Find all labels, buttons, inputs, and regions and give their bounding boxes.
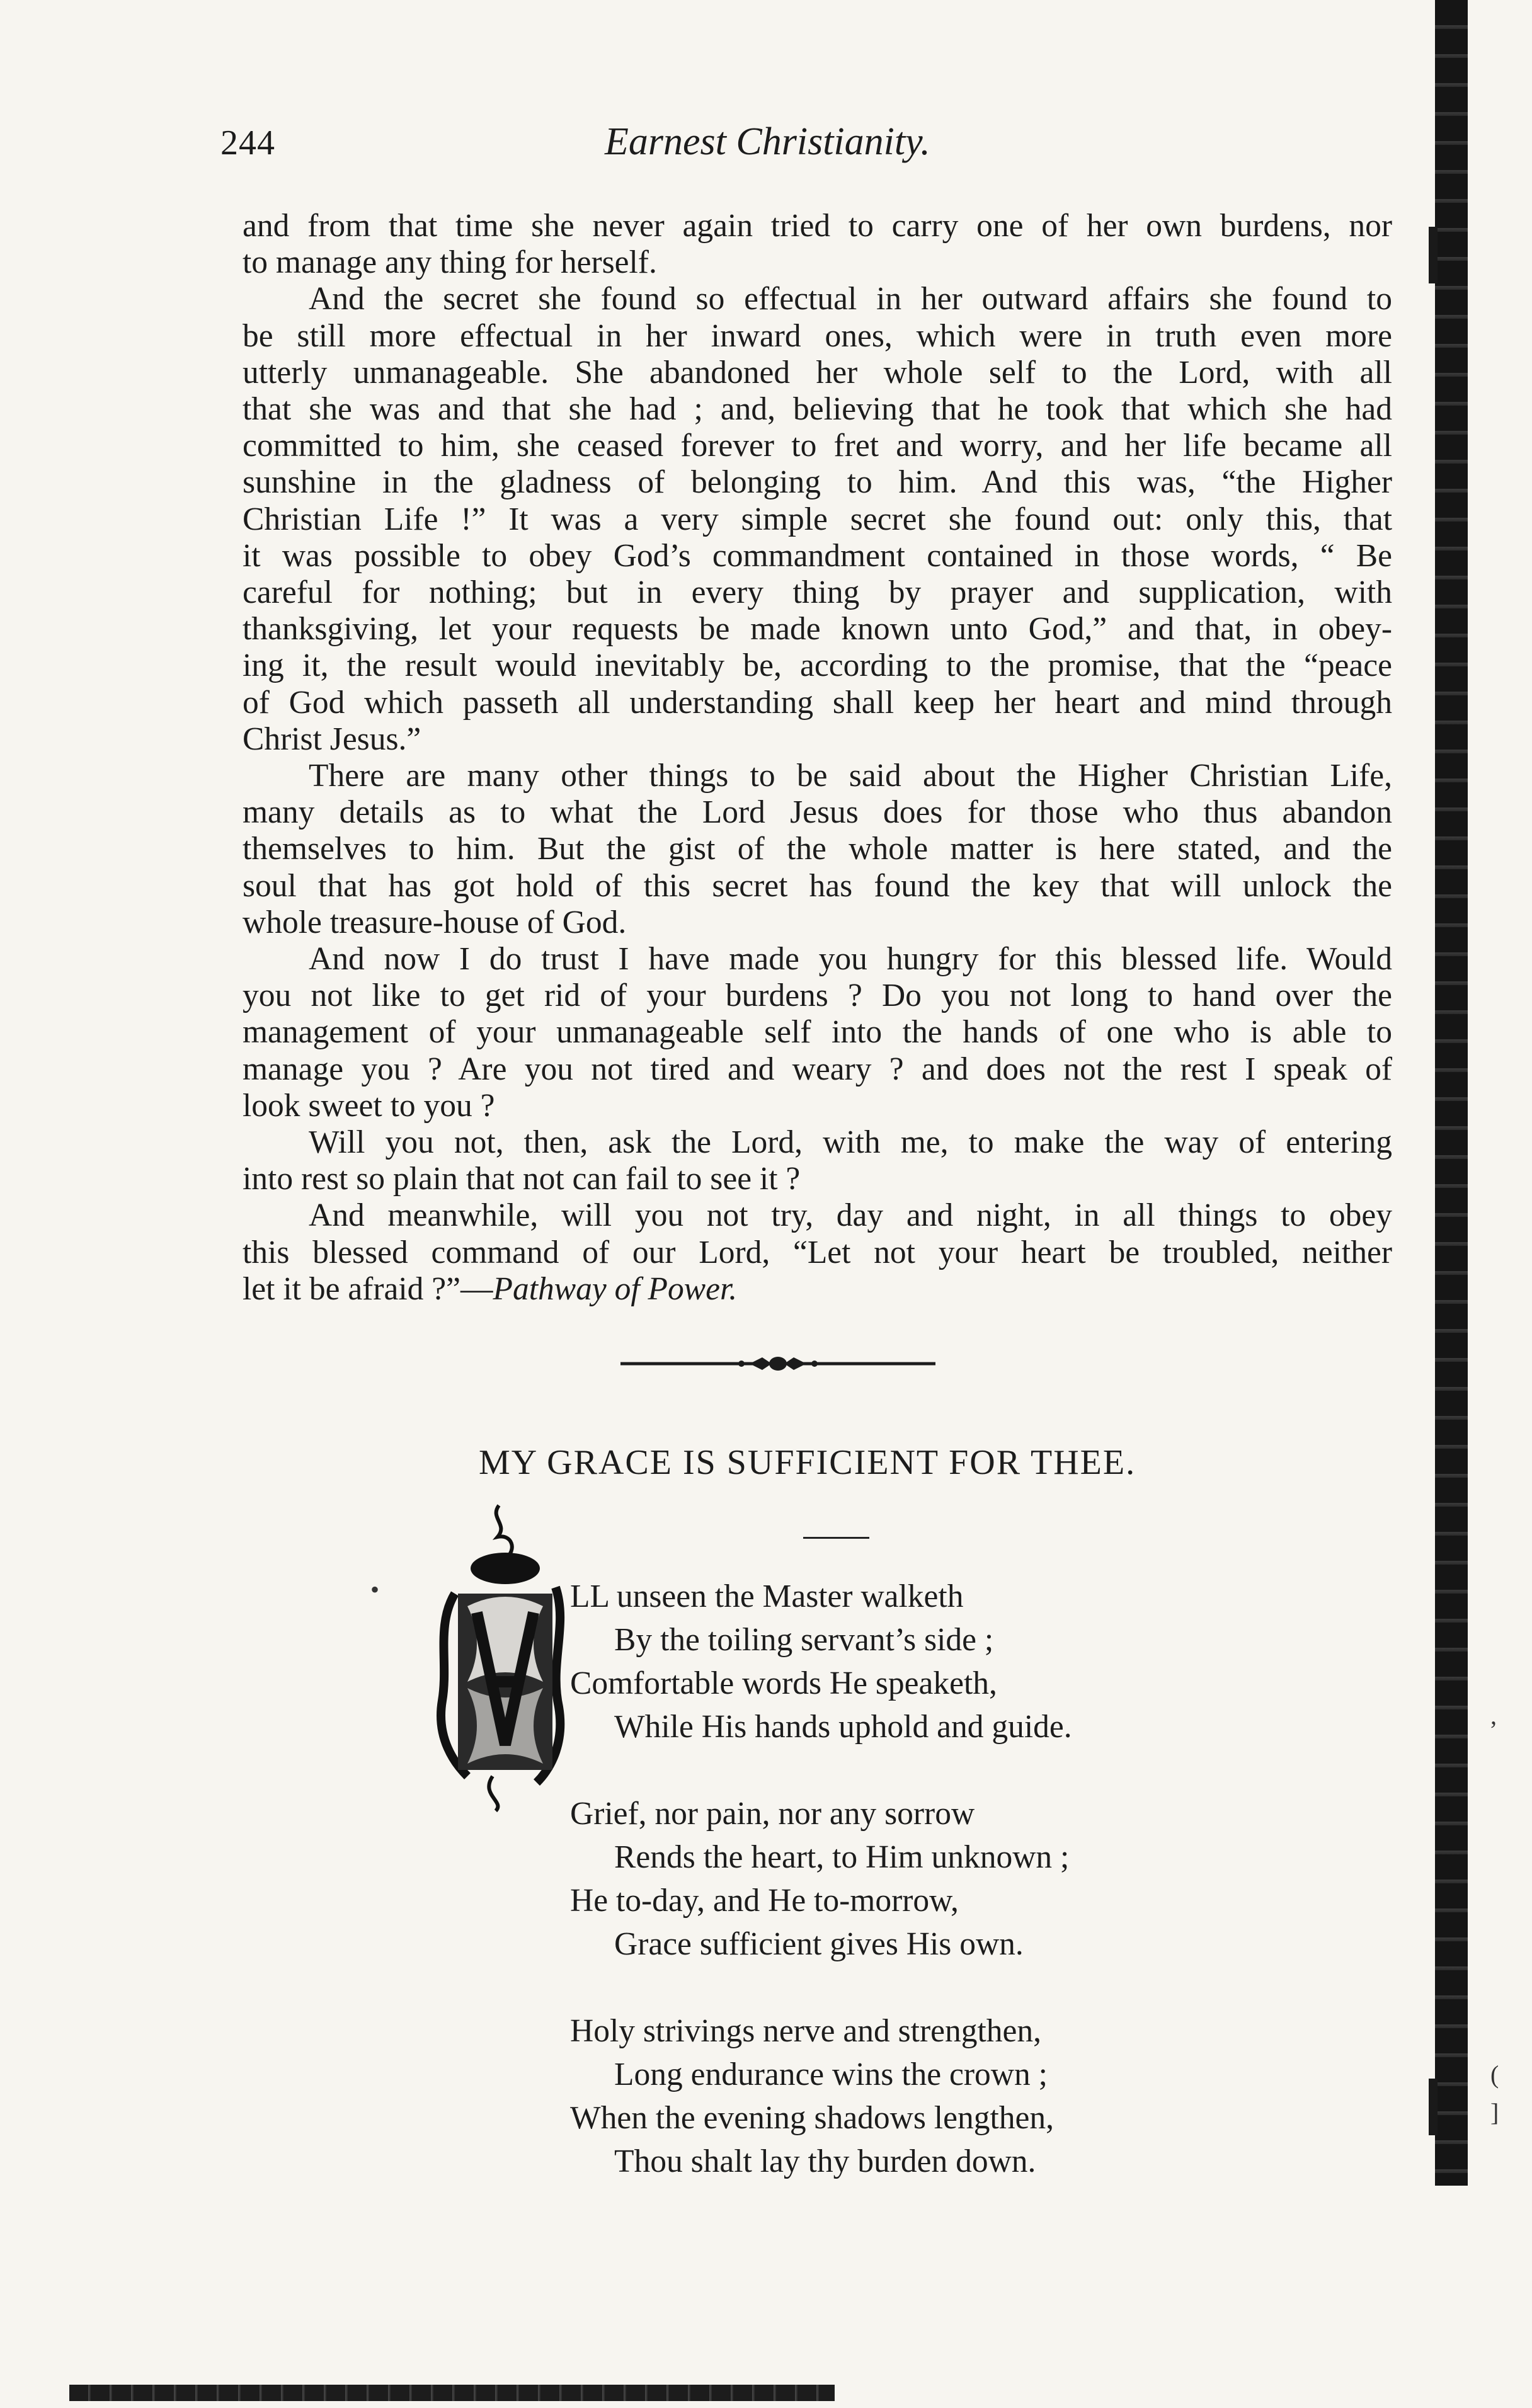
margin-mark: • bbox=[370, 1575, 380, 1604]
verse-line: He to-day, and He to-morrow, bbox=[570, 1883, 959, 1919]
text-line: you not like to get rid of your burdens ? Do you not long to hand over the bbox=[243, 978, 1392, 1014]
text-line: Christian Life !” It was a very simple secret she found out: only this, that bbox=[243, 501, 1392, 537]
page-number: 244 bbox=[220, 123, 275, 163]
verse-line: Comfortable words He speaketh, bbox=[570, 1665, 997, 1701]
binding-edge-notch bbox=[1429, 227, 1438, 283]
poem-title: MY GRACE IS SUFFICIENT FOR THEE. bbox=[479, 1443, 1136, 1482]
stanza bbox=[570, 1792, 1072, 1966]
verse-line: While His hands uphold and guide. bbox=[614, 1709, 1072, 1745]
stanza bbox=[570, 2009, 1072, 2183]
verse-line: When the evening shadows lengthen, bbox=[570, 2100, 1054, 2136]
text-line: many details as to what the Lord Jesus does for those who thus abandon bbox=[243, 794, 1392, 831]
section-divider-ornament bbox=[620, 1351, 935, 1376]
text-line: manage you ? Are you not tired and weary ? and does not the rest I speak of bbox=[243, 1051, 1392, 1087]
text-line: whole treasure-house of God. bbox=[243, 904, 627, 940]
text-line: it was possible to obey God’s commandment contained in those words, “ Be bbox=[243, 537, 1392, 574]
text-line: themselves to him. But the gist of the whole matter is here stated, and the bbox=[243, 831, 1392, 867]
text-line: There are many other things to be said about the Higher Christian Life, bbox=[309, 758, 1392, 794]
verse-line: Grace sufficient gives His own. bbox=[614, 1926, 1024, 1962]
verse-line: By the toiling servant’s side ; bbox=[614, 1622, 994, 1658]
text-line: And now I do trust I have made you hungry for this blessed life. Would bbox=[309, 941, 1392, 978]
text-line: to manage any thing for herself. bbox=[243, 244, 657, 281]
text-line: And meanwhile, will you not try, day and night, in all things to obey bbox=[309, 1197, 1392, 1234]
text-line: committed to him, she ceased forever to fret and worry, and her life became all bbox=[243, 428, 1392, 464]
verse-line: LL unseen the Master walketh bbox=[570, 1578, 964, 1614]
text-line: thanksgiving, let your requests be made known unto God,” and that, in obey- bbox=[243, 611, 1392, 648]
margin-mark: ] bbox=[1490, 2098, 1499, 2126]
illuminated-initial bbox=[430, 1499, 581, 1814]
text-line: management of your unmanageable self into the hands of one who is able to bbox=[243, 1014, 1392, 1051]
source-citation: Pathway of Power. bbox=[493, 1270, 738, 1307]
margin-mark: , bbox=[1490, 1701, 1497, 1730]
binding-edge-notch bbox=[1429, 2079, 1438, 2135]
verse-line: Holy strivings nerve and strengthen, bbox=[570, 2013, 1042, 2049]
text-line: Will you not, then, ask the Lord, with me, to make the way of entering bbox=[309, 1124, 1392, 1161]
text-line: be still more effectual in her inward ones, which were in truth even more bbox=[243, 317, 1392, 354]
text-line: Christ Jesus.” bbox=[243, 721, 421, 757]
title-rule bbox=[803, 1537, 869, 1539]
text-line: this blessed command of our Lord, “Let not your heart be troubled, neither bbox=[243, 1234, 1392, 1270]
text-line: And the secret she found so effectual in her outward affairs she found to bbox=[309, 281, 1392, 317]
closing-line bbox=[243, 1271, 1392, 1308]
running-title: Earnest Christianity. bbox=[605, 120, 930, 163]
stanza bbox=[570, 1575, 1072, 1749]
poem-body bbox=[570, 1575, 1072, 2227]
verse-line: Grief, nor pain, nor any sorrow bbox=[570, 1796, 975, 1832]
text-line: of God which passeth all understanding shall keep her heart and mind through bbox=[243, 684, 1392, 721]
article-body bbox=[243, 208, 1392, 1308]
text-line: and from that time she never again tried to carry one of her own burdens, nor bbox=[243, 208, 1392, 244]
text-line: sunshine in the gladness of belonging to him. And this was, “the Higher bbox=[243, 464, 1392, 501]
verse-line: Thou shalt lay thy burden down. bbox=[614, 2143, 1036, 2179]
verse-line: Long endurance wins the crown ; bbox=[614, 2057, 1048, 2092]
text-line: that she was and that she had ; and, believing that he took that which she had bbox=[243, 391, 1392, 428]
text-line: into rest so plain that not can fail to see it ? bbox=[243, 1161, 801, 1197]
margin-mark: ( bbox=[1490, 2060, 1499, 2089]
text-line: utterly unmanageable. She abandoned her whole self to the Lord, with all bbox=[243, 354, 1392, 391]
text-line: ing it, the result would inevitably be, according to the promise, that the “peace bbox=[243, 648, 1392, 684]
closing-line-text: let it be afraid ?”— bbox=[243, 1270, 493, 1307]
verse-line: Rends the heart, to Him unknown ; bbox=[614, 1839, 1070, 1875]
bottom-edge-rule bbox=[69, 2385, 835, 2401]
text-line: soul that has got hold of this secret has found the key that will unlock the bbox=[243, 867, 1392, 904]
text-line: careful for nothing; but in every thing by prayer and supplication, with bbox=[243, 574, 1392, 611]
binding-edge-rule bbox=[1435, 0, 1468, 2186]
text-line: look sweet to you ? bbox=[243, 1087, 495, 1124]
